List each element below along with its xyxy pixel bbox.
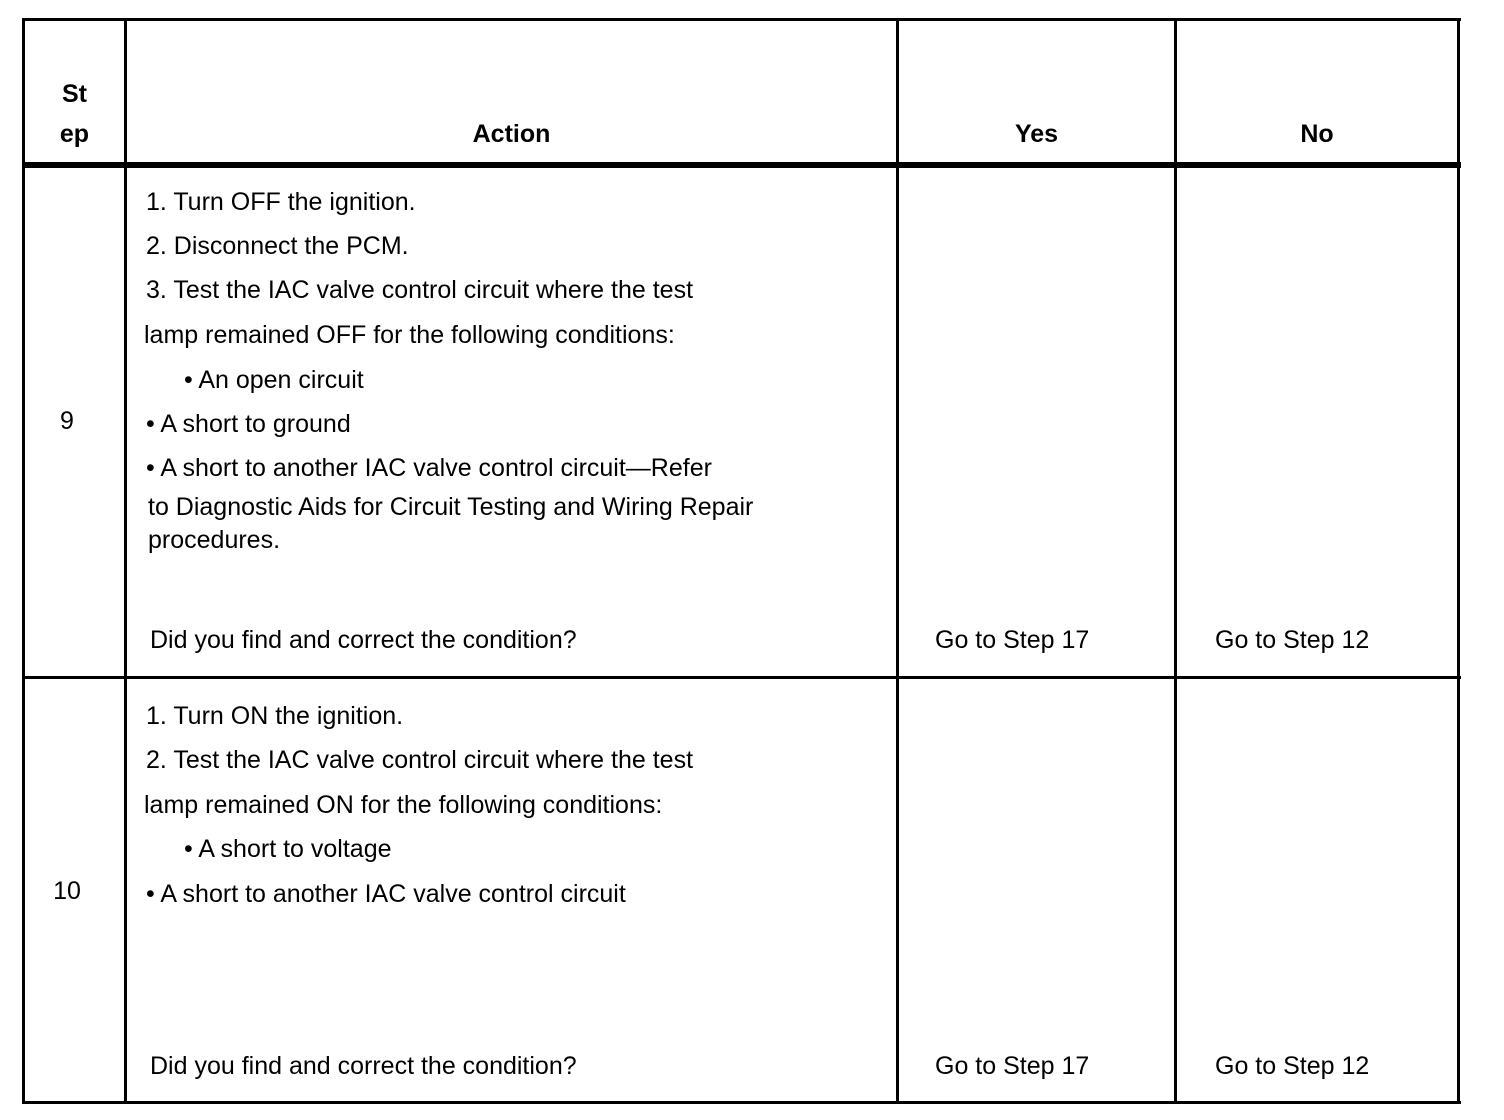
table-border-top bbox=[22, 18, 1461, 21]
header-divider bbox=[22, 162, 1461, 168]
row-9-action-line-1: 1. Turn OFF the ignition. bbox=[146, 188, 416, 216]
row-9-yes: Go to Step 17 bbox=[935, 626, 1090, 654]
header-step-line1: St bbox=[62, 80, 87, 108]
table-border-right bbox=[1457, 18, 1460, 1104]
header-step bbox=[25, 82, 124, 147]
row-9-action-bullet-3: • A short to another IAC valve control circuit—Refer bbox=[146, 454, 712, 482]
row-9-action-bullet-1: • An open circuit bbox=[184, 366, 364, 394]
row-9-action-line-9: procedures. bbox=[148, 526, 281, 554]
table-border-bottom bbox=[22, 1101, 1461, 1104]
header-yes: Yes bbox=[1014, 120, 1059, 148]
row-10-action-bullet-2: • A short to another IAC valve control circuit bbox=[146, 880, 626, 908]
header-step-line2: ep bbox=[59, 120, 90, 148]
row-10-action-bullet-1: • A short to voltage bbox=[184, 835, 392, 863]
header-action: Action bbox=[472, 120, 551, 148]
row-10-question: Did you find and correct the condition? bbox=[150, 1052, 577, 1080]
row-9-action-line-2: 2. Disconnect the PCM. bbox=[146, 232, 409, 260]
row-10-yes: Go to Step 17 bbox=[935, 1052, 1090, 1080]
column-divider-step bbox=[124, 18, 127, 1104]
row-9-action-line-4: lamp remained OFF for the following conditions: bbox=[144, 321, 675, 349]
row-9-action-line-3: 3. Test the IAC valve control circuit where the test bbox=[146, 276, 694, 304]
row-9-no: Go to Step 12 bbox=[1215, 626, 1370, 654]
column-divider-yes bbox=[1174, 18, 1177, 1104]
row-10-action-line-2: 2. Test the IAC valve control circuit where the test bbox=[146, 746, 694, 774]
row-10-action-line-1: 1. Turn ON the ignition. bbox=[146, 702, 404, 730]
row-9-question: Did you find and correct the condition? bbox=[150, 626, 577, 654]
row-10-no: Go to Step 12 bbox=[1215, 1052, 1370, 1080]
header-no: No bbox=[1300, 120, 1334, 148]
row-10-action-line-3: lamp remained ON for the following conditions: bbox=[144, 791, 663, 819]
table-border-left bbox=[22, 18, 25, 1104]
row-9-action-line-8: to Diagnostic Aids for Circuit Testing and Wiring Repair bbox=[148, 493, 754, 521]
row-9-step: 9 bbox=[60, 407, 74, 435]
row-10-step: 10 bbox=[53, 877, 81, 905]
column-divider-action bbox=[896, 18, 899, 1104]
row-9-action-bullet-2: • A short to ground bbox=[146, 410, 351, 438]
row-divider bbox=[22, 676, 1461, 679]
